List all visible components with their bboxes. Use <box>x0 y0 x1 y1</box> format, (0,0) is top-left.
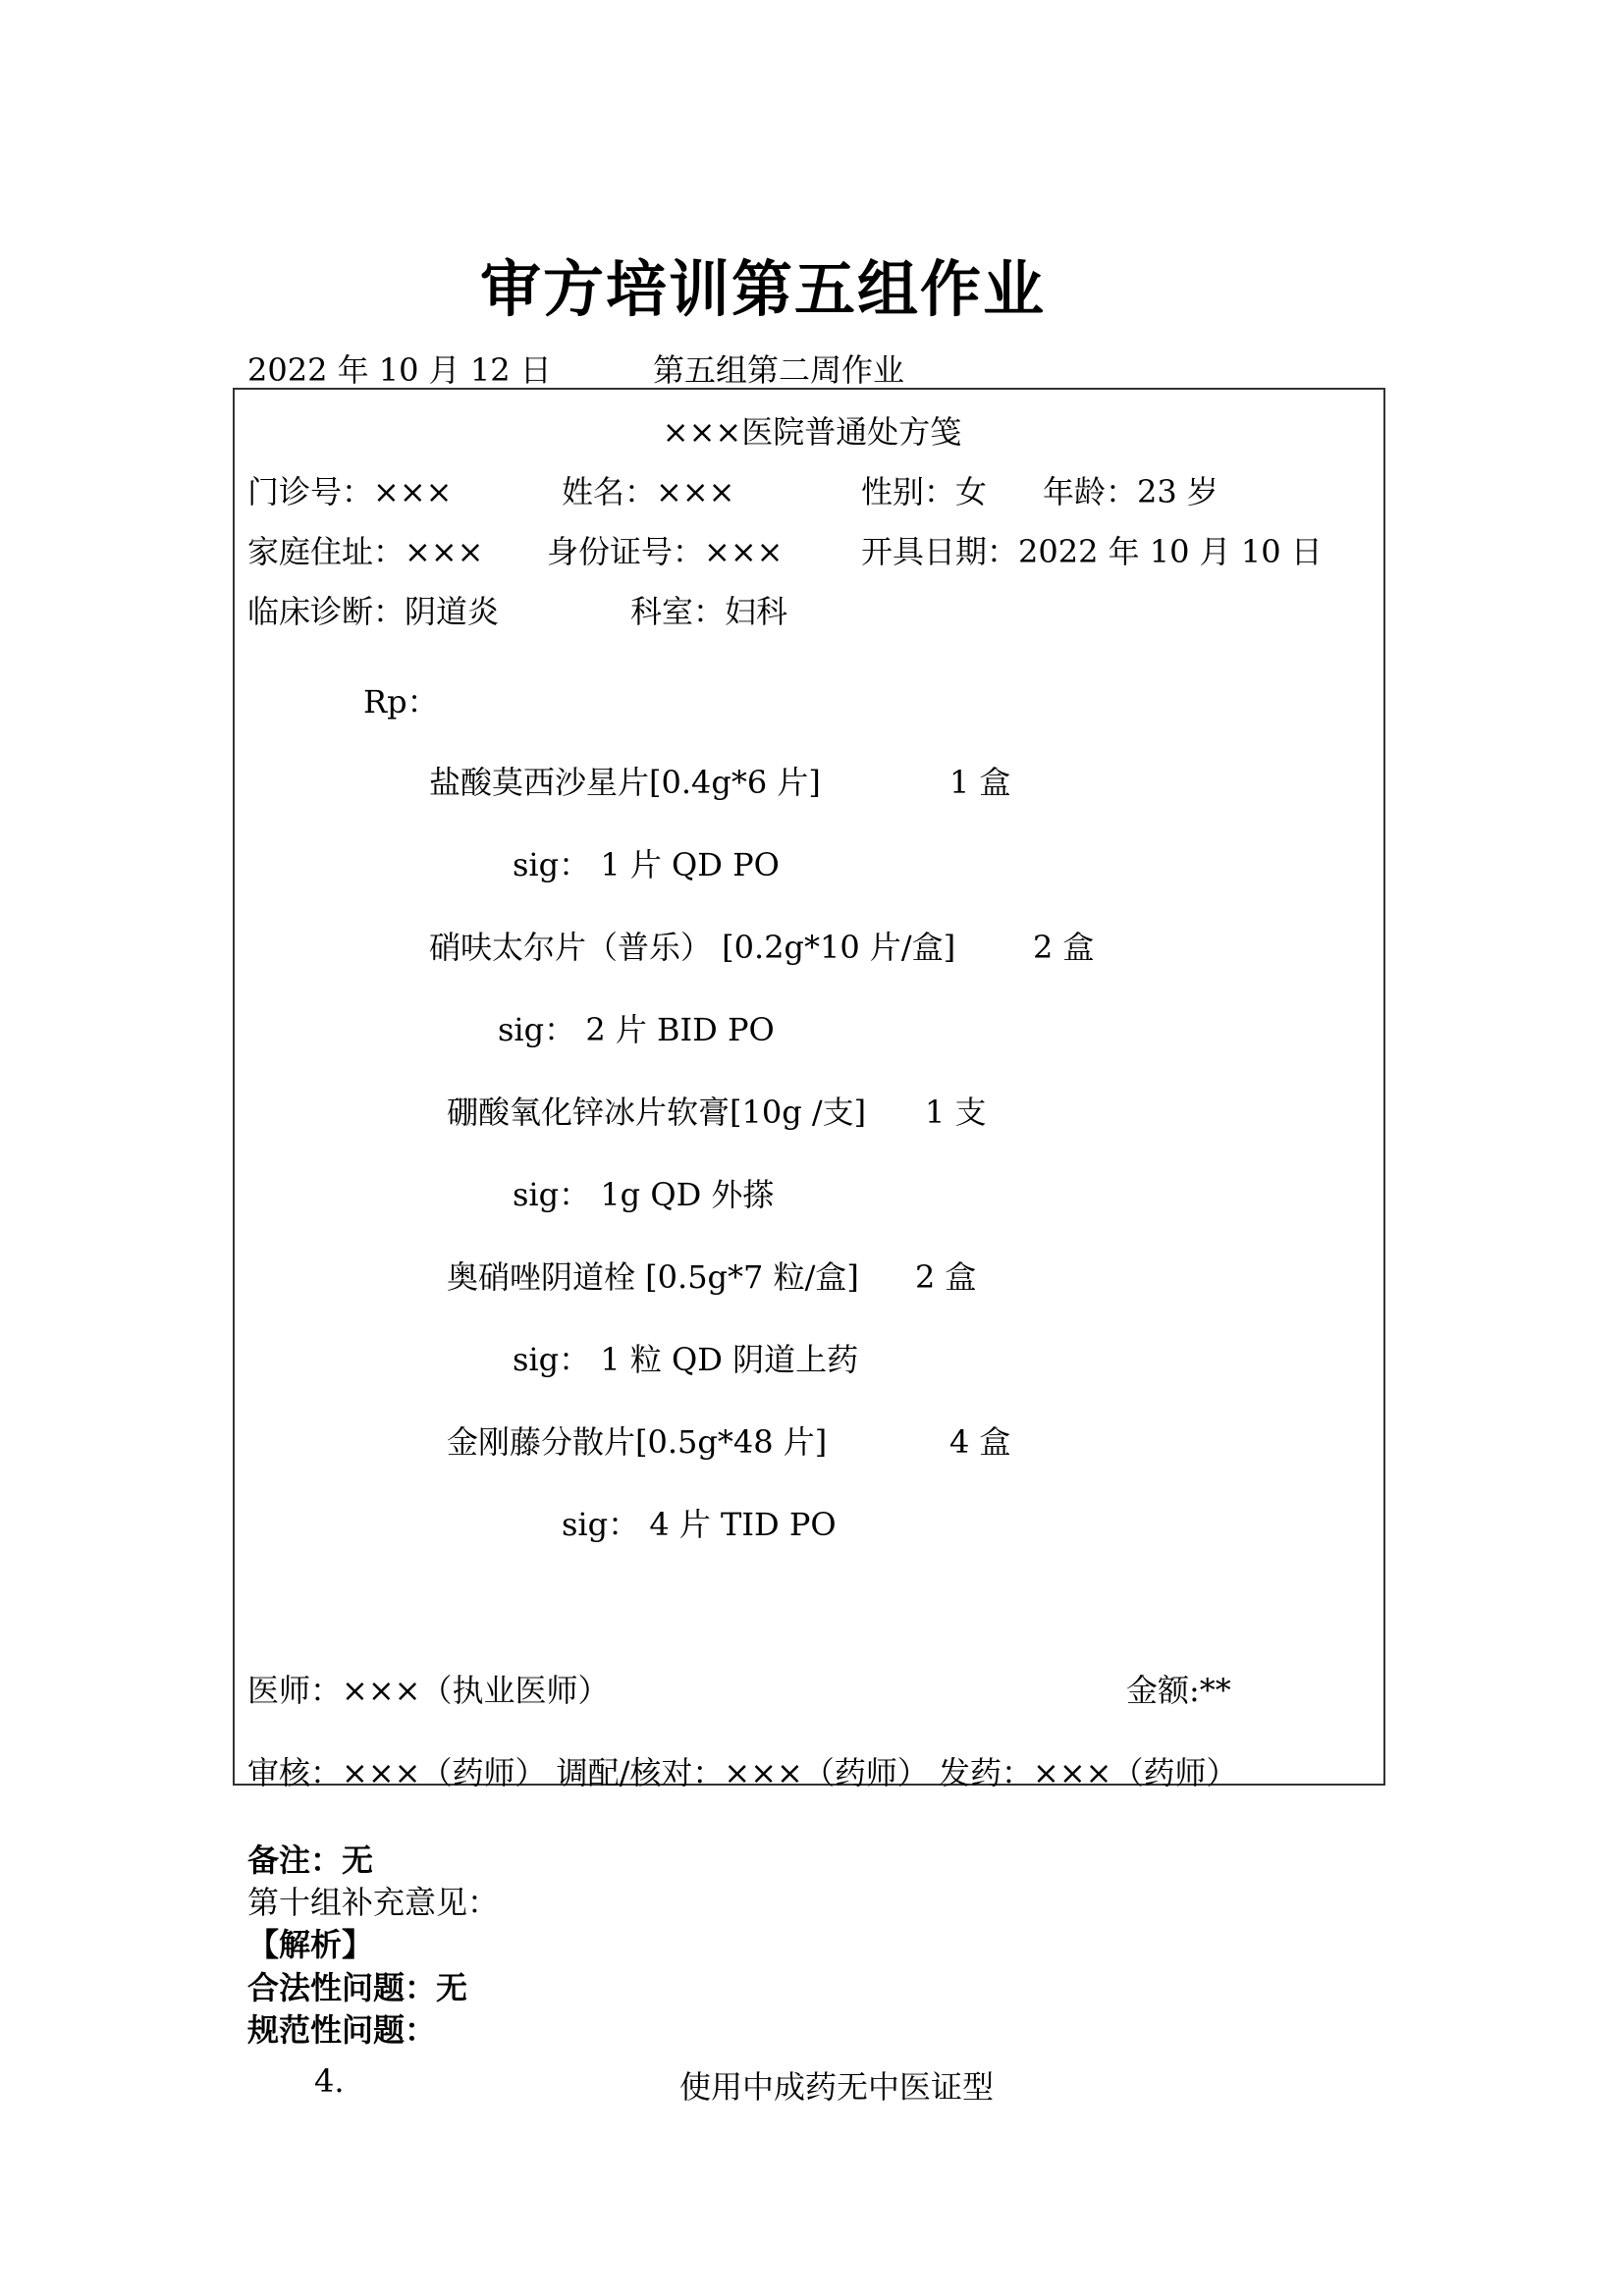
drug-name: 硼酸氧化锌冰片软膏[10g /支] <box>447 1094 867 1131</box>
drug-quantity: 2 盒 <box>1033 929 1095 966</box>
rp-label: Rp： <box>363 683 439 721</box>
issue-item-text: 使用中成药无中医证型 <box>679 2068 995 2106</box>
doctor-signature: 医师：×××（执业医师） <box>247 1672 610 1709</box>
group-week-label: 第五组第二周作业 <box>653 351 905 389</box>
group10-opinion: 第十组补充意见： <box>247 1884 500 1921</box>
drug-sig: sig： 1 粒 QD 阴道上药 <box>513 1341 859 1378</box>
drug-quantity: 4 盒 <box>949 1423 1011 1461</box>
standard-issue: 规范性问题： <box>247 2011 437 2049</box>
drug-name: 盐酸莫西沙星片[0.4g*6 片] <box>429 764 821 801</box>
drug-name: 金刚藤分散片[0.5g*48 片] <box>447 1423 828 1461</box>
issue-item-number: 4. <box>314 2062 345 2100</box>
prescription-header: ×××医院普通处方笺 <box>662 413 962 451</box>
patient-gender: 性别：女 <box>861 473 988 510</box>
drug-quantity: 1 支 <box>925 1094 987 1131</box>
drug-quantity: 1 盒 <box>949 764 1011 801</box>
remark: 备注：无 <box>247 1842 374 1879</box>
drug-sig: sig： 2 片 BID PO <box>498 1011 775 1048</box>
drug-quantity: 2 盒 <box>915 1258 977 1296</box>
patient-address: 家庭住址：××× <box>247 533 484 570</box>
document-title: 审方培训第五组作业 <box>479 253 1046 325</box>
document-date: 2022 年 10 月 12 日 <box>247 351 552 389</box>
drug-sig: sig： 1g QD 外搽 <box>513 1176 775 1213</box>
amount: 金额:** <box>1126 1672 1231 1709</box>
review-line: 审核：×××（药师） 调配/核对：×××（药师） 发药：×××（药师） <box>247 1754 1238 1791</box>
drug-sig: sig： 1 片 QD PO <box>513 846 780 883</box>
patient-id-number: 身份证号：××× <box>547 533 784 570</box>
patient-name: 姓名：××× <box>562 473 735 510</box>
department: 科室：妇科 <box>630 593 788 630</box>
legality-issue: 合法性问题：无 <box>247 1969 468 2006</box>
patient-age: 年龄：23 岁 <box>1043 473 1218 510</box>
analysis-heading: 【解析】 <box>247 1926 374 1963</box>
drug-name: 奥硝唑阴道栓 [0.5g*7 粒/盒] <box>447 1258 859 1296</box>
issue-date: 开具日期：2022 年 10 月 10 日 <box>861 533 1323 570</box>
clinical-diagnosis: 临床诊断：阴道炎 <box>247 593 500 630</box>
drug-sig: sig： 4 片 TID PO <box>562 1506 837 1543</box>
drug-name: 硝呋太尔片（普乐） [0.2g*10 片/盒] <box>429 929 956 966</box>
clinic-number: 门诊号：××× <box>247 473 453 510</box>
